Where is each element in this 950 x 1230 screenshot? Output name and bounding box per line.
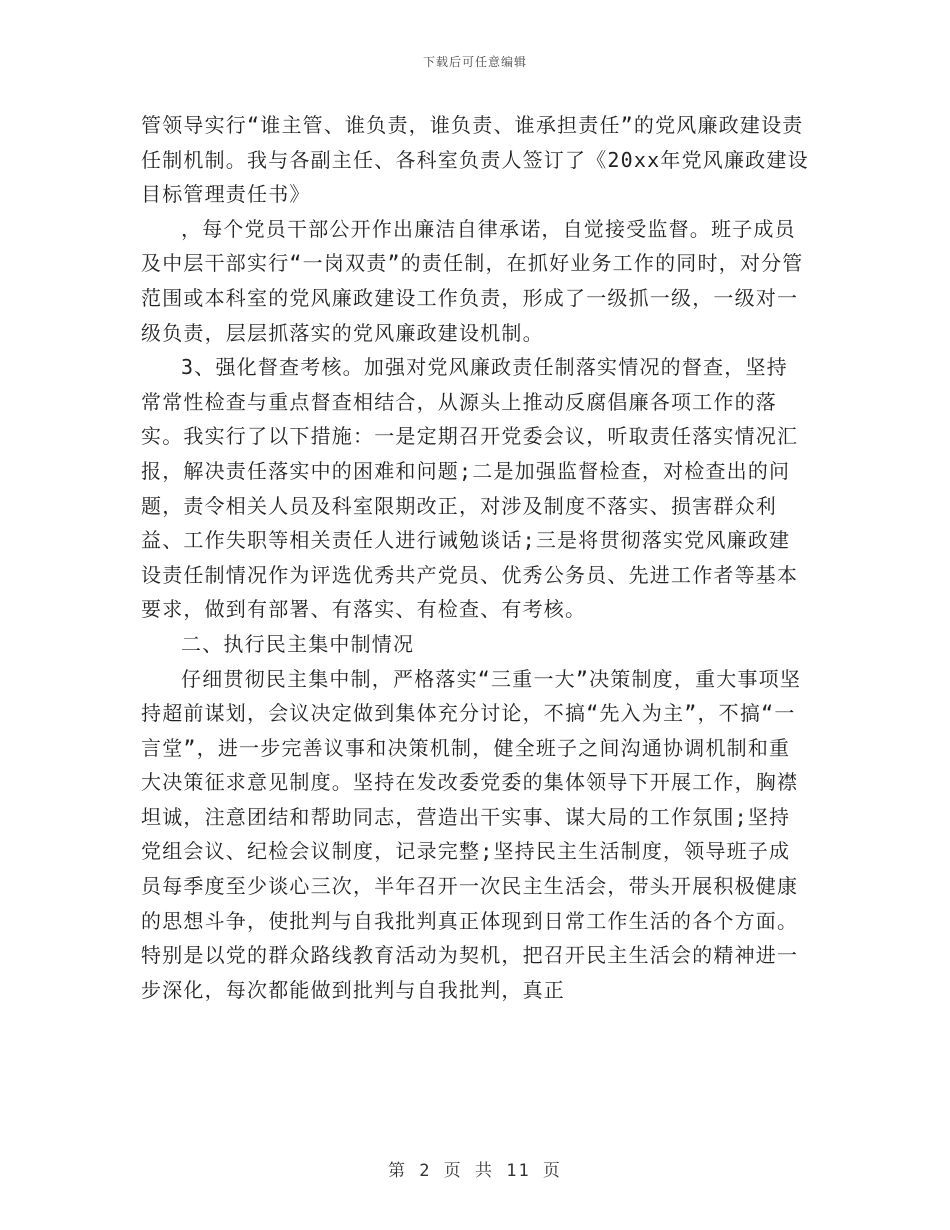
paragraph-supervision: 3、强化督查考核。加强对党风廉政责任制落实情况的督查，坚持常常性检查与重点督查相结合，从源头上推动反腐倡廉各项工作的落实。我实行了以下措施：一是定期召开党委会议，听取责任落实情况汇报，解决责任落实中的困难和问题;二是加强监督检查，对检查出的问题，责令相关人员及科室限期改正，对涉及制度不落实、损害群众利益、工作失职等相关责任人进行诫勉谈话;三是将贯彻落实党风廉政建设责任制情况作为评选优秀共产党员、优秀公务员、先进工作者等基本要求，做到有部署、有落实、有检查、有考核。 (141, 355, 799, 622)
paragraph-democratic-centralism: 仔细贯彻民主集中制，严格落实“三重一大”决策制度，重大事项坚持超前谋划，会议决定做到集体充分讨论，不搞“先入为主”，不搞“一言堂”，进一步完善议事和决策机制，健全班子之间沟通协调机制和重大决策征求意见制度。坚持在发改委党委的集体领导下开展工作，胸襟坦诚，注意团结和帮助同志，营造出干实事、谋大局的工作氛围;坚持党组会议、纪检会议制度，记录完整;坚持民主生活制度，领导班子成员每季度至少谈心三次，半年召开一次民主生活会，带头开展积极健康的思想斗争，使批判与自我批判真正体现到日常工作生活的各个方面。特别是以党的群众路线教育活动为契机，把召开民主生活会的精神进一步深化，每次都能做到批判与自我批判，真正 (141, 666, 802, 1002)
paragraph-continuation: 管领导实行“谁主管、谁负责，谁负责、谁承担责任”的党风廉政建设责任制机制。我与各副主任、各科室负责人签订了《20xx年党风廉政建设目标管理责任书》 (141, 113, 809, 207)
paragraph-commitment: ，每个党员干部公开作出廉洁自律承诺，自觉接受监督。班子成员及中层干部实行“一岗双责”的责任制，在抓好业务工作的同时，对分管范围或本科室的党风廉政建设工作负责，形成了一级抓一级，一级对一级负责，层层抓落实的党风廉政建设机制。 (141, 216, 804, 345)
page-number-footer: 第 2 页 共 11 页 (388, 1161, 562, 1181)
section-heading: 二、执行民主集中制情况 (181, 631, 415, 656)
document-body (141, 108, 809, 1007)
page-header-note: 下载后可任意编辑 (422, 55, 527, 69)
